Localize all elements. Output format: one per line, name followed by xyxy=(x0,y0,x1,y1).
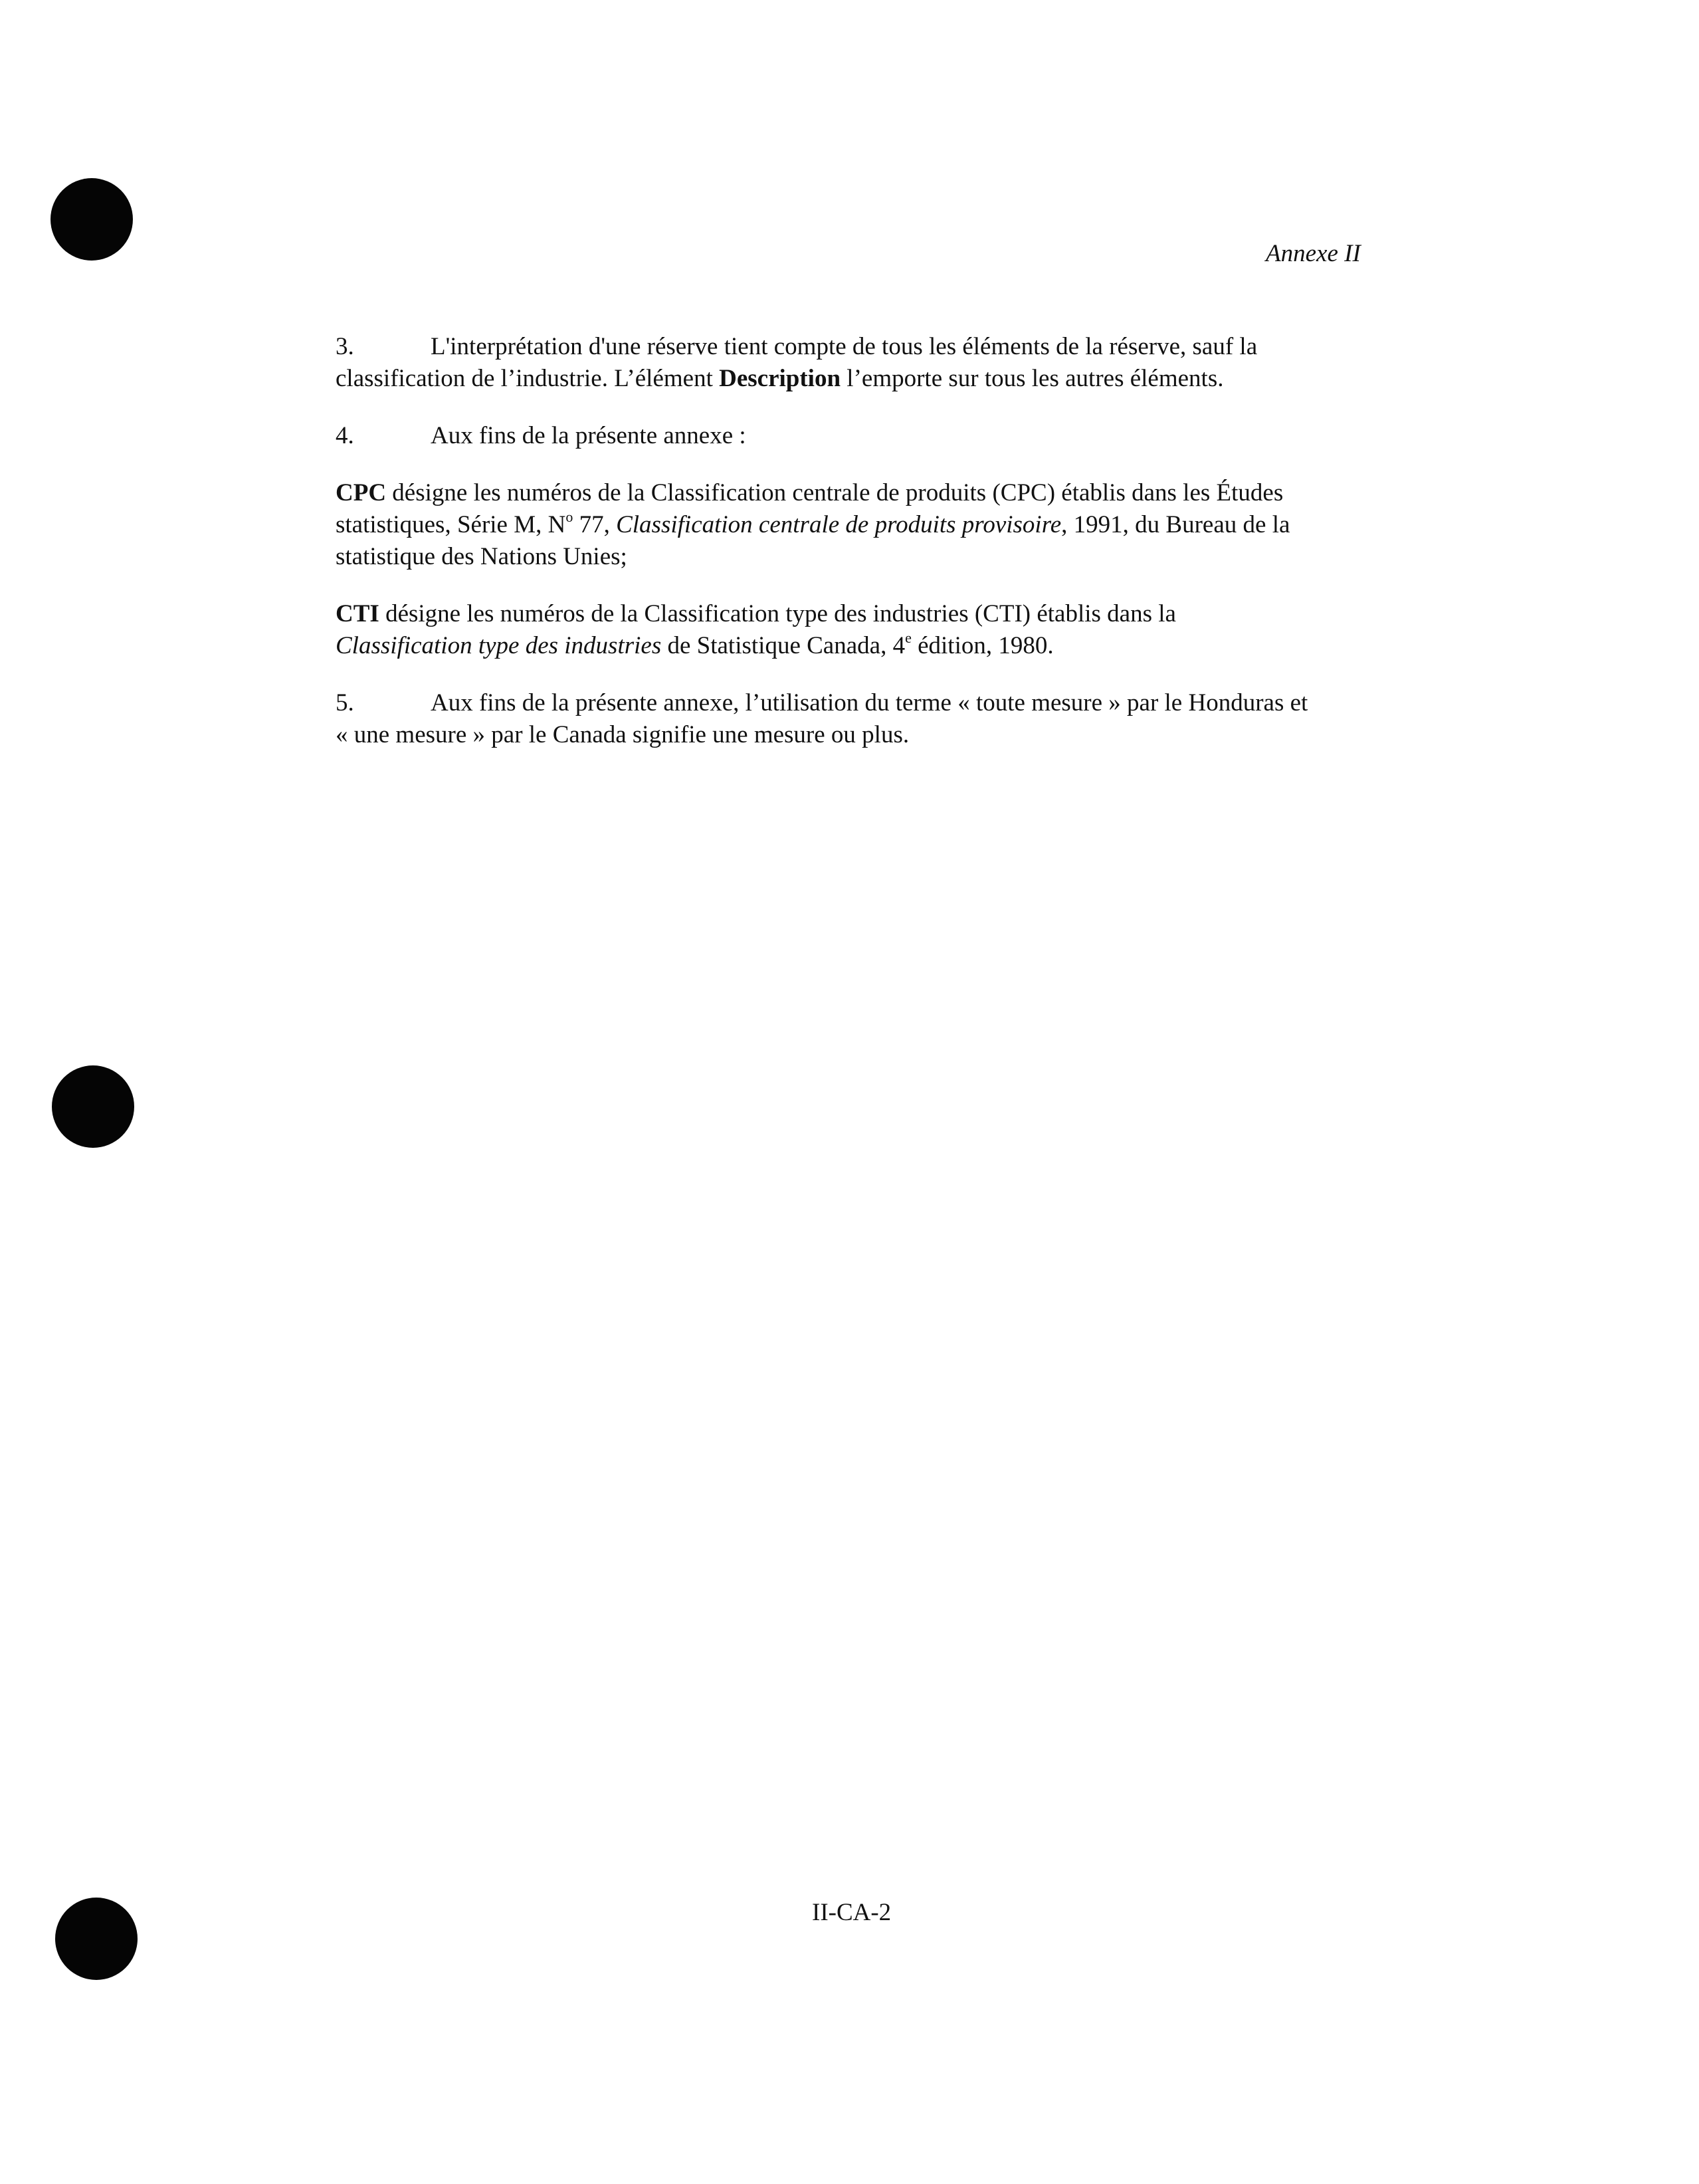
paragraph-5-line-1 xyxy=(336,687,1385,719)
paragraph-5 xyxy=(336,687,1385,751)
paragraph-4-line xyxy=(336,420,1385,452)
definition-cpc-text-mid: 77, xyxy=(573,511,617,538)
definition-cpc-text-after-italic: , 1991, du Bureau de la xyxy=(1061,511,1290,538)
cpc-term: CPC xyxy=(336,479,387,506)
definition-cpc-line-2 xyxy=(336,509,1385,541)
definition-cti-line-1 xyxy=(336,598,1385,630)
page-number: II-CA-2 xyxy=(812,1899,892,1926)
definition-cti-superscript: e xyxy=(905,629,912,646)
paragraph-5-text-line-1: Aux fins de la présente annexe, l’utilisation du terme « toute mesure » par le Honduras et xyxy=(431,689,1308,716)
paragraph-3-text-after-bold: l’emporte sur tous les autres éléments. xyxy=(841,365,1224,392)
definition-cti-text-after-sup: édition, 1980. xyxy=(911,632,1054,659)
paragraph-3 xyxy=(336,331,1385,395)
definition-cpc-line-3: statistique des Nations Unies; xyxy=(336,543,627,570)
definition-cti-line-2 xyxy=(336,630,1385,662)
paragraph-5-line-2: « une mesure » par le Canada signifie une mesure ou plus. xyxy=(336,721,910,748)
cti-term: CTI xyxy=(336,600,379,627)
paragraph-4-number: 4. xyxy=(336,422,354,449)
definition-cpc xyxy=(336,477,1385,573)
punch-hole-bottom xyxy=(55,1898,138,1980)
definition-cti-text-mid: de Statistique Canada, 4 xyxy=(661,632,906,659)
definition-cpc-text-before-sup: statistiques, Série M, N xyxy=(336,511,566,538)
paragraph-5-number: 5. xyxy=(336,689,354,716)
definition-cpc-italic-title: Classification centrale de produits provisoire xyxy=(616,511,1062,538)
definition-cti-text-line-1: désigne les numéros de la Classification type des industries (CTI) établis dans la xyxy=(379,600,1176,627)
paragraph-4-text: Aux fins de la présente annexe : xyxy=(431,422,746,449)
definition-cpc-text-line-1: désigne les numéros de la Classification centrale de produits (CPC) établis dans les Études xyxy=(386,479,1284,506)
paragraph-4 xyxy=(336,420,1385,452)
punch-hole-top xyxy=(50,178,133,261)
definition-cti-italic-title: Classification type des industries xyxy=(336,632,662,659)
paragraph-3-line-1 xyxy=(336,331,1385,363)
definition-cti xyxy=(336,598,1385,662)
paragraph-3-line-2 xyxy=(336,363,1385,395)
description-term: Description xyxy=(719,365,841,392)
punch-hole-middle xyxy=(52,1065,134,1148)
annex-header: Annexe II xyxy=(1266,240,1361,267)
paragraph-3-text-before-bold: classification de l’industrie. L’élément xyxy=(336,365,720,392)
document-body xyxy=(336,331,1385,776)
paragraph-3-text-line-1: L'interprétation d'une réserve tient compte de tous les éléments de la réserve, sauf la xyxy=(431,333,1258,360)
paragraph-3-number: 3. xyxy=(336,333,354,360)
definition-cpc-superscript: o xyxy=(565,508,573,525)
definition-cpc-line-1 xyxy=(336,477,1385,509)
